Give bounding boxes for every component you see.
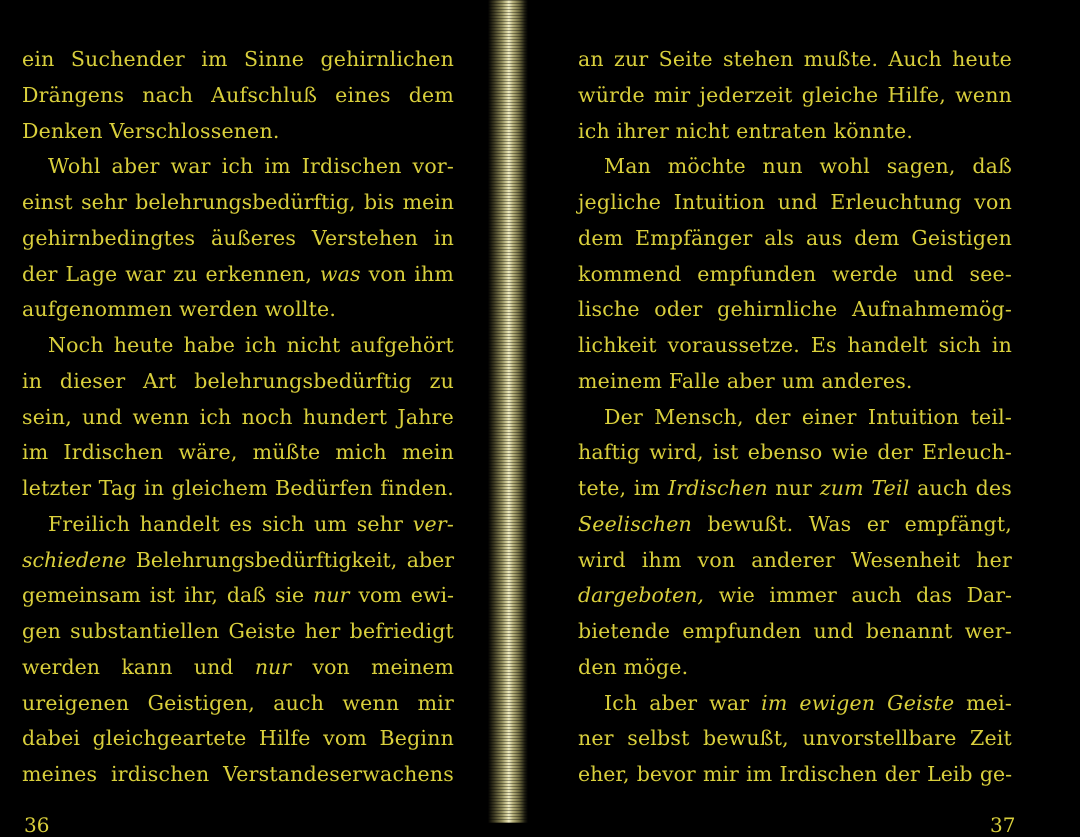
text-line: der Lage war zu erkennen, was von ihm xyxy=(22,261,454,286)
text-line: würde mir jederzeit gleiche Hilfe, wenn xyxy=(578,82,1012,107)
text-line: meines irdischen Verstandeserwachens xyxy=(22,762,454,786)
text-line: tete, im Irdischen nur zum Teil auch des xyxy=(578,476,1012,500)
text-line: Denken Verschlossenen. xyxy=(22,118,280,143)
text-line: lichkeit voraussetze. Es handelt sich in xyxy=(578,333,1012,357)
text-line: gehirnbedingtes äußeres Verstehen in xyxy=(22,225,454,250)
text-line: eher, bevor mir im Irdischen der Leib ge- xyxy=(578,762,1012,786)
text-line: meinem Falle aber um anderes. xyxy=(578,368,913,393)
text-line: Der Mensch, der einer Intuition teil- xyxy=(604,404,1012,429)
text-line: dem Empfänger als aus dem Geistigen xyxy=(578,225,1012,250)
page-number: 36 xyxy=(24,813,50,837)
right-page xyxy=(578,42,1012,793)
text-line: Noch heute habe ich nicht aufgehört xyxy=(48,333,454,357)
text-line: einst sehr belehrungsbedürftig, bis mein xyxy=(22,190,454,214)
text-line: bietende empfunden und benannt wer- xyxy=(578,619,1012,643)
text-line: ich ihrer nicht entraten könnte. xyxy=(578,118,914,143)
text-line: ein Suchender im Sinne gehirnlichen xyxy=(22,47,454,71)
text-line: aufgenommen werden wollte. xyxy=(22,297,337,322)
text-line: Man möchte nun wohl sagen, daß xyxy=(604,154,1012,179)
text-line: in dieser Art belehrungsbedürftig zu xyxy=(22,368,454,393)
text-line: gemeinsam ist ihr, daß sie nur vom ewi- xyxy=(22,583,454,608)
text-line: lische oder gehirnliche Aufnahmemög- xyxy=(578,297,1012,322)
text-line: dabei gleichgeartete Hilfe vom Beginn xyxy=(22,726,454,751)
text-line: Seelischen bewußt. Was er empfängt, xyxy=(578,511,1012,536)
text-line: haftig wird, ist ebenso wie der Erleuch- xyxy=(578,440,1012,465)
text-line: Ich aber war im ewigen Geiste mei- xyxy=(604,690,1012,715)
left-page xyxy=(22,42,454,793)
text-line: letzter Tag in gleichem Bedürfen finden. xyxy=(22,476,454,500)
text-line: dargeboten, wie immer auch das Dar- xyxy=(578,583,1012,608)
text-line: Drängens nach Aufschluß eines dem xyxy=(22,82,454,107)
text-line: werden kann und nur von meinem xyxy=(22,654,454,679)
text-line: an zur Seite stehen mußte. Auch heute xyxy=(578,47,1012,71)
text-line: Wohl aber war ich im Irdischen vor- xyxy=(48,154,454,179)
text-line: schiedene Belehrungsbedürftigkeit, aber xyxy=(22,547,454,572)
text-line: den möge. xyxy=(578,654,689,679)
book-gutter xyxy=(488,0,528,823)
text-line: wird ihm von anderer Wesenheit her xyxy=(578,547,1012,572)
text-line: Freilich handelt es sich um sehr ver- xyxy=(48,511,454,536)
text-line: jegliche Intuition und Erleuchtung von xyxy=(578,190,1012,214)
text-line: sein, und wenn ich noch hundert Jahre xyxy=(22,404,454,429)
text-line: im Irdischen wäre, müßte mich mein xyxy=(22,440,454,465)
text-line: ner selbst bewußt, unvorstellbare Zeit xyxy=(578,726,1012,751)
text-line: kommend empfunden werde und see- xyxy=(578,261,1012,286)
text-line: gen substantiellen Geiste her befriedigt xyxy=(22,619,454,643)
text-line: ureigenen Geistigen, auch wenn mir xyxy=(22,690,454,715)
page-number: 37 xyxy=(990,813,1016,837)
